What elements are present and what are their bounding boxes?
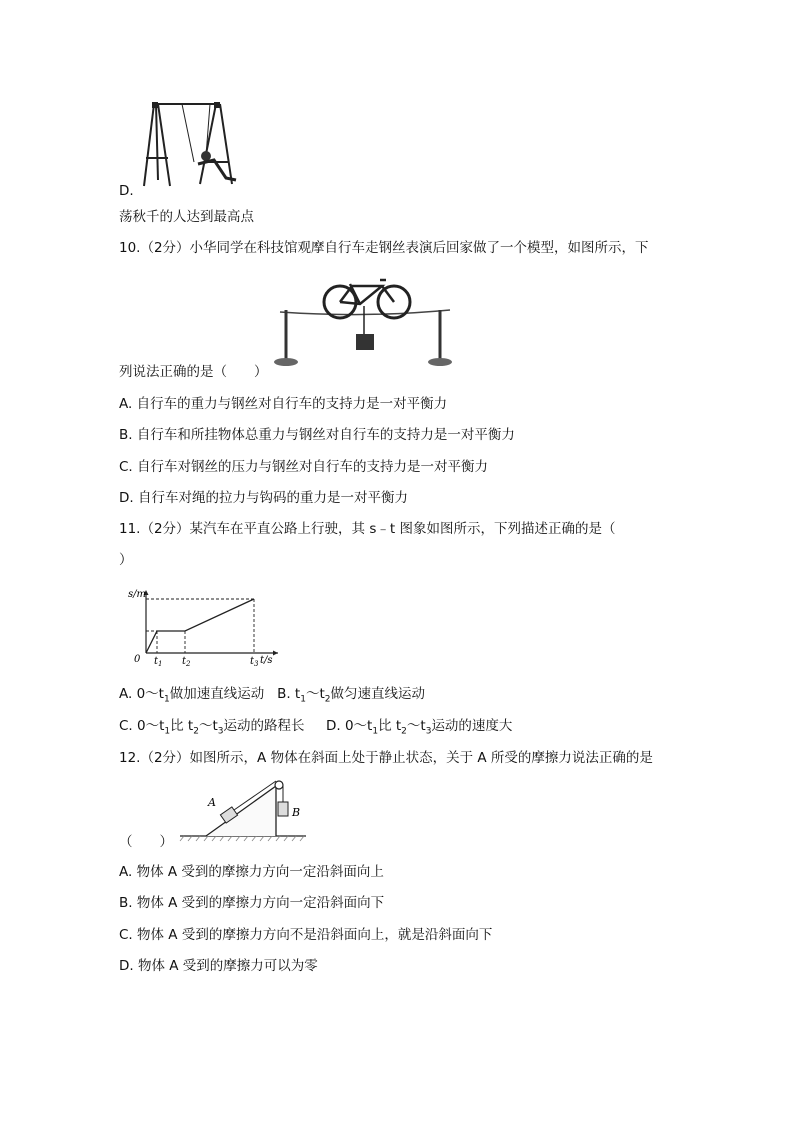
- q10-stem-cont: 列说法正确的是（ ）: [119, 364, 268, 380]
- q9-option-d-label: D.: [119, 183, 134, 199]
- q10-option-b: B. 自行车和所挂物体总重力与钢丝对自行车的支持力是一对平衡力: [119, 427, 515, 443]
- q12-stem-cont: （ ）: [119, 834, 173, 850]
- q9-option-d-text: 荡秋千的人达到最高点: [119, 209, 254, 225]
- q10-stem: 10.（2分）小华同学在科技馆观摩自行车走钢丝表演后回家做了一个模型，如图所示，下: [119, 240, 649, 256]
- incline-pulley-figure: [178, 776, 308, 846]
- figure-label-a: A: [208, 796, 216, 809]
- q12-option-b: B. 物体 A 受到的摩擦力方向一定沿斜面向下: [119, 895, 385, 911]
- s-t-graph: [128, 585, 288, 670]
- q11-options-row2: C. $0\sim t_1$比 $t_2\sim t_3$运动的路程长 D. $0\sim t_1$比 $t_2\sim t_3$运动的速度大: [119, 718, 513, 737]
- q10-option-a: A. 自行车的重力与钢丝对自行车的支持力是一对平衡力: [119, 396, 448, 412]
- q11-options-row1: A. $0\sim t_1$做加速直线运动 B. $t_1\sim t_2$做匀速直线运动: [119, 686, 425, 705]
- graph-tick-t1: $t_1$: [154, 656, 163, 668]
- graph-tick-t2: $t_2$: [182, 656, 191, 668]
- figure-label-b: B: [292, 806, 301, 819]
- bicycle-tightrope-figure: [272, 272, 458, 368]
- graph-xlabel: t/s: [260, 655, 273, 666]
- q10-option-c: C. 自行车对钢丝的压力与钢丝对自行车的支持力是一对平衡力: [119, 459, 489, 475]
- graph-ylabel: s/m: [128, 589, 146, 600]
- q11-stem-cont: ）: [119, 552, 133, 568]
- graph-tick-t3: $t_3$: [250, 656, 259, 668]
- q10-option-d: D. 自行车对绳的拉力与钩码的重力是一对平衡力: [119, 490, 408, 506]
- swing-figure: [140, 98, 245, 190]
- q12-option-a: A. 物体 A 受到的摩擦力方向一定沿斜面向上: [119, 864, 384, 880]
- q12-option-c: C. 物体 A 受到的摩擦力方向不是沿斜面向上，就是沿斜面向下: [119, 927, 493, 943]
- q11-stem: 11.（2分）某汽车在平直公路上行驶，其 s﹣t 图象如图所示，下列描述正确的是（: [119, 521, 616, 537]
- q12-option-d: D. 物体 A 受到的摩擦力可以为零: [119, 958, 318, 974]
- graph-origin: 0: [134, 654, 141, 665]
- q12-stem: 12.（2分）如图所示，A 物体在斜面上处于静止状态，关于 A 所受的摩擦力说法正确的是: [119, 750, 653, 766]
